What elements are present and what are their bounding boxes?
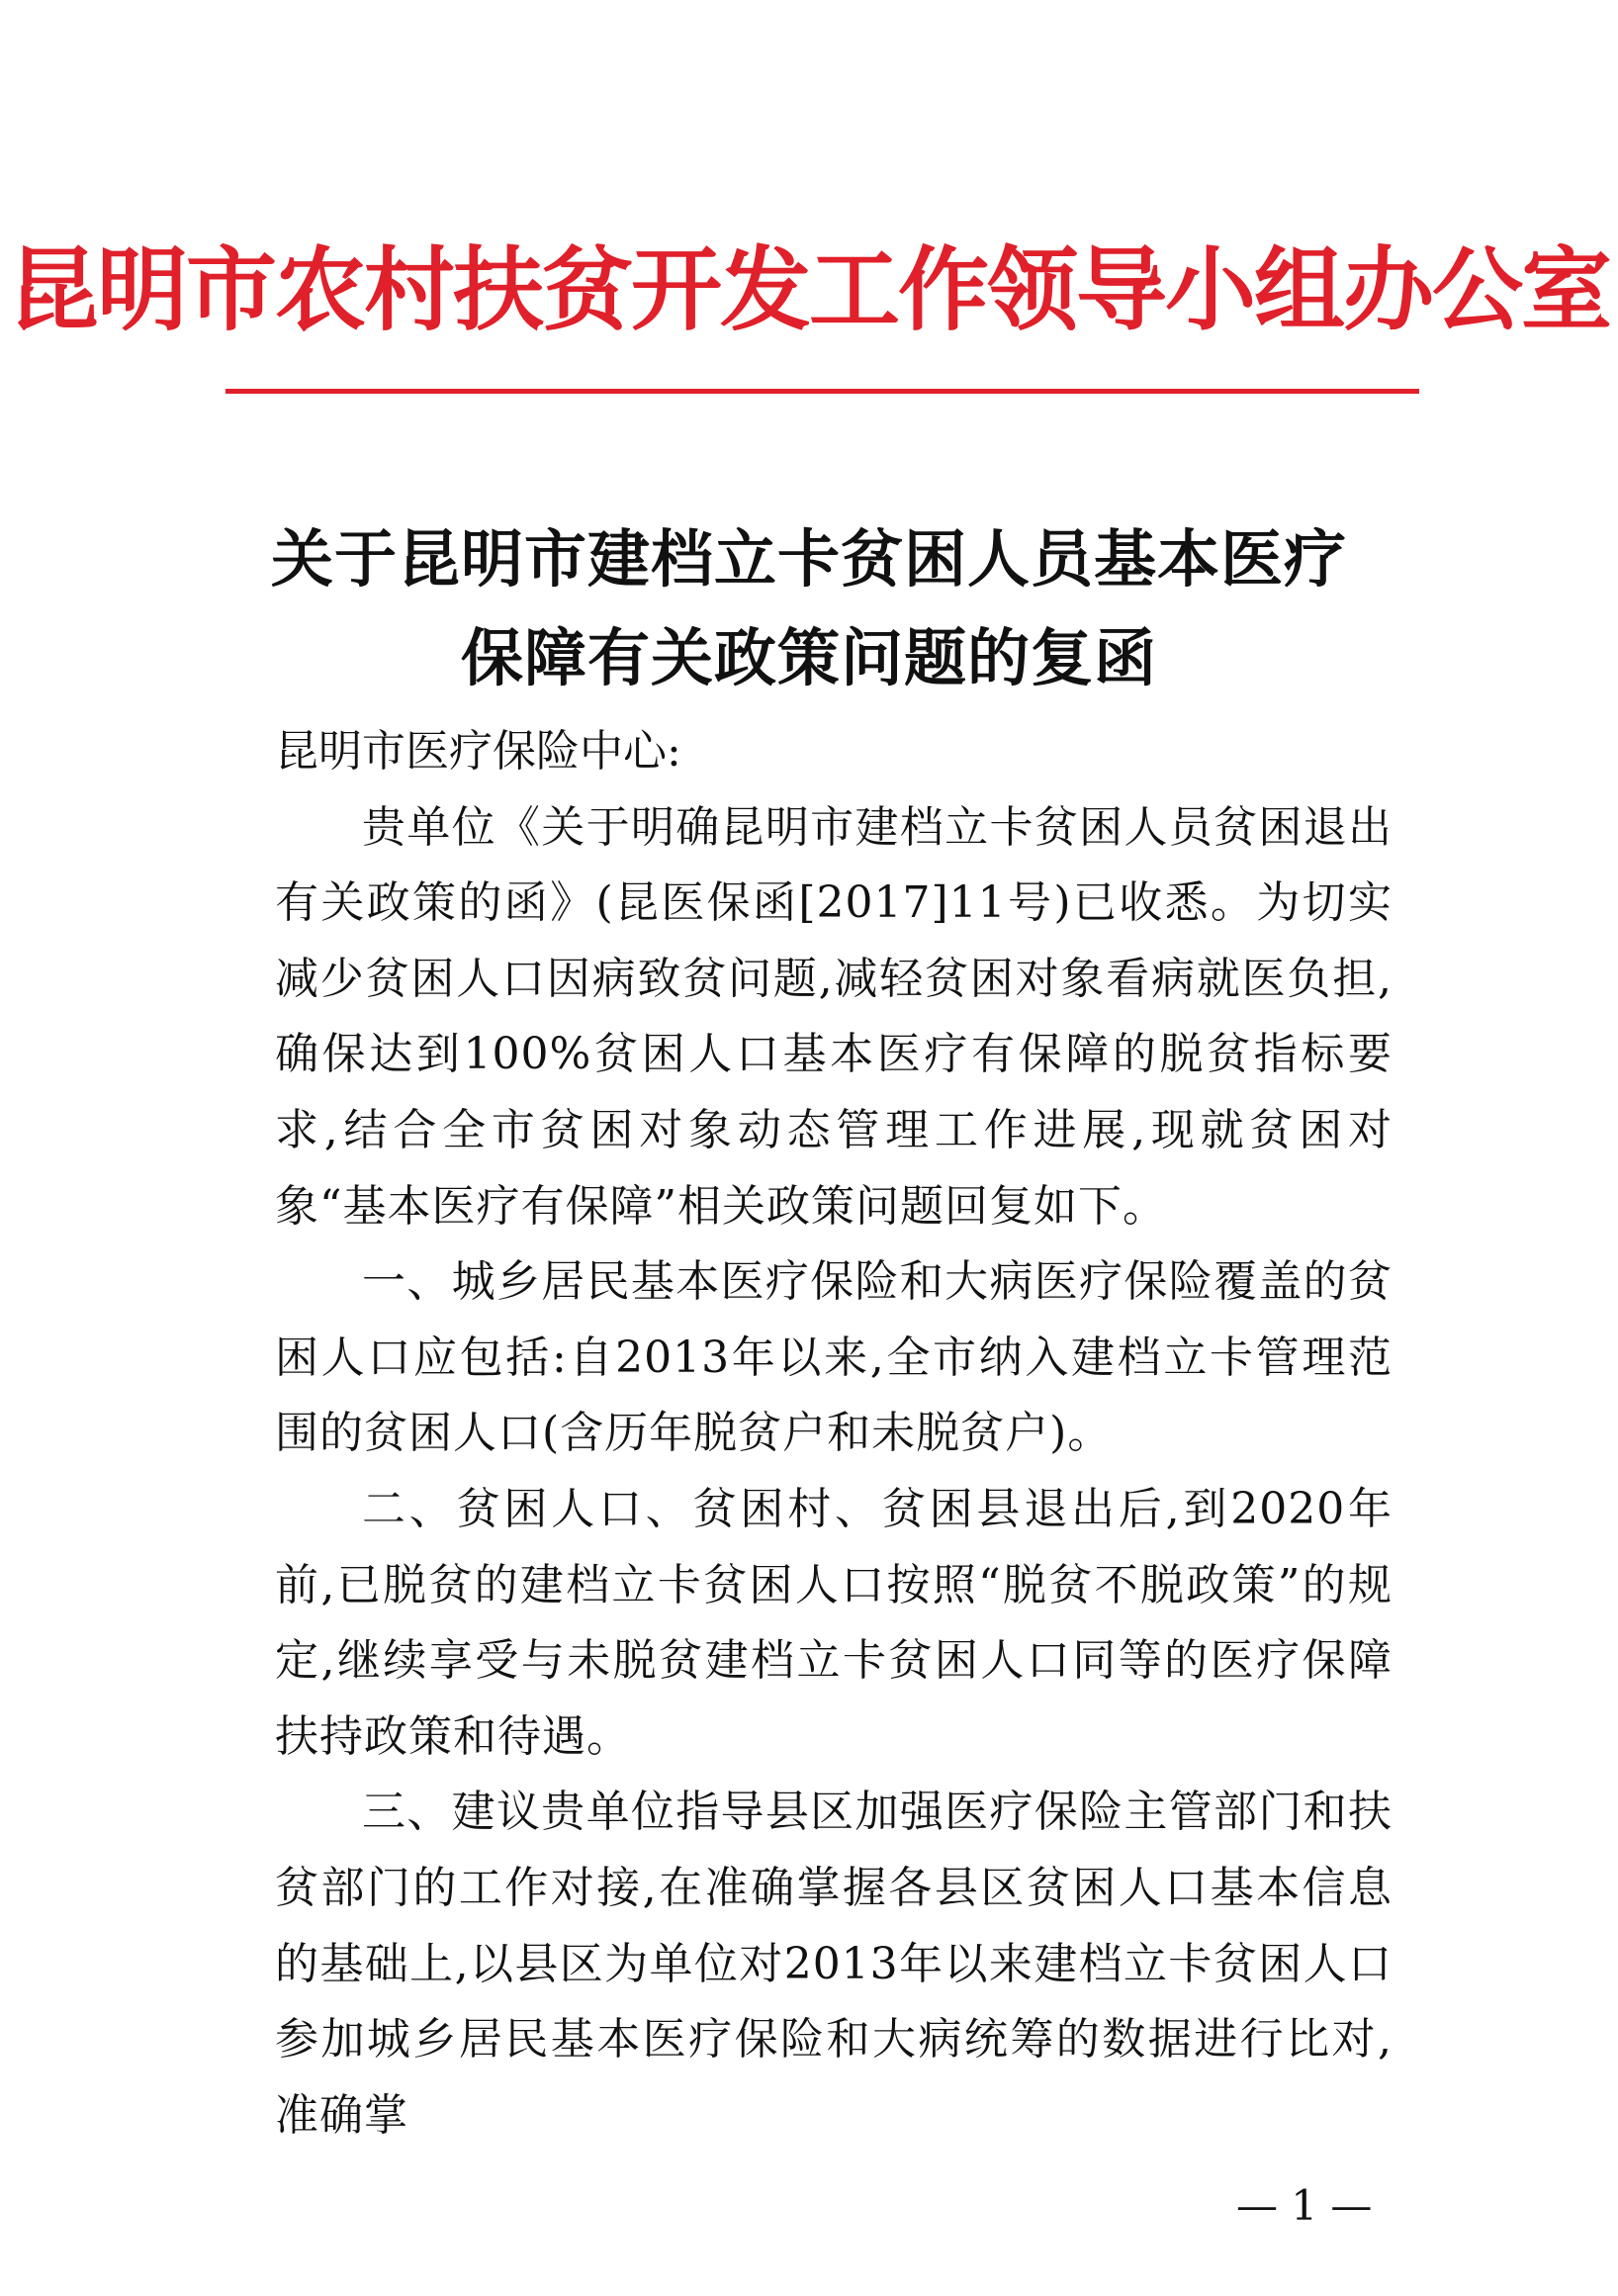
title-line-2: 保障有关政策问题的复函 bbox=[461, 621, 1157, 694]
salutation: 昆明市医疗保险中心: bbox=[275, 726, 681, 777]
masthead-org-name: 昆明市农村扶贫开发工作领导小组办公室 bbox=[7, 236, 1610, 343]
title-line-1: 关于昆明市建档立卡贫困人员基本医疗 bbox=[271, 522, 1347, 596]
letter-body bbox=[275, 714, 1393, 2154]
paragraph-item-3: 三、建议贵单位指导县区加强医疗保险主管部门和扶贫部门的工作对接,在准确掌握各县区贫困人口基本信息的基础上,以县区为单位对2013年以来建档立卡贫困人口参加城乡居民基本医疗保险和大病统筹的数据进行比对,准确掌 bbox=[275, 1787, 1393, 2141]
page-number: — 1 — bbox=[1236, 2181, 1373, 2230]
paragraph-item-2: 二、贫困人口、贫困村、贫困县退出后,到2020年前,已脱贫的建档立卡贫困人口按照“脱贫不脱政策”的规定,继续享受与未脱贫建档立卡贫困人口同等的医疗保障扶持政策和待遇。 bbox=[275, 1483, 1393, 1762]
document-title bbox=[0, 509, 1618, 707]
paragraph-intro: 贵单位《关于明确昆明市建档立卡贫困人员贫困退出有关政策的函》(昆医保函[2017]11号)已收悉。为切实减少贫困人口因病致贫问题,减轻贫困对象看病就医负担,确保达到100%贫困人口基本医疗有保障的脱贫指标要求,结合全市贫困对象动态管理工作进展,现就贫困对象“基本医疗有保障”相关政策问题回复如下。 bbox=[275, 801, 1393, 1232]
masthead-red-rule bbox=[225, 389, 1419, 394]
paragraph-item-1: 一、城乡居民基本医疗保险和大病医疗保险覆盖的贫困人口应包括:自2013年以来,全市纳入建档立卡管理范围的贫困人口(含历年脱贫户和未脱贫户)。 bbox=[275, 1256, 1393, 1459]
